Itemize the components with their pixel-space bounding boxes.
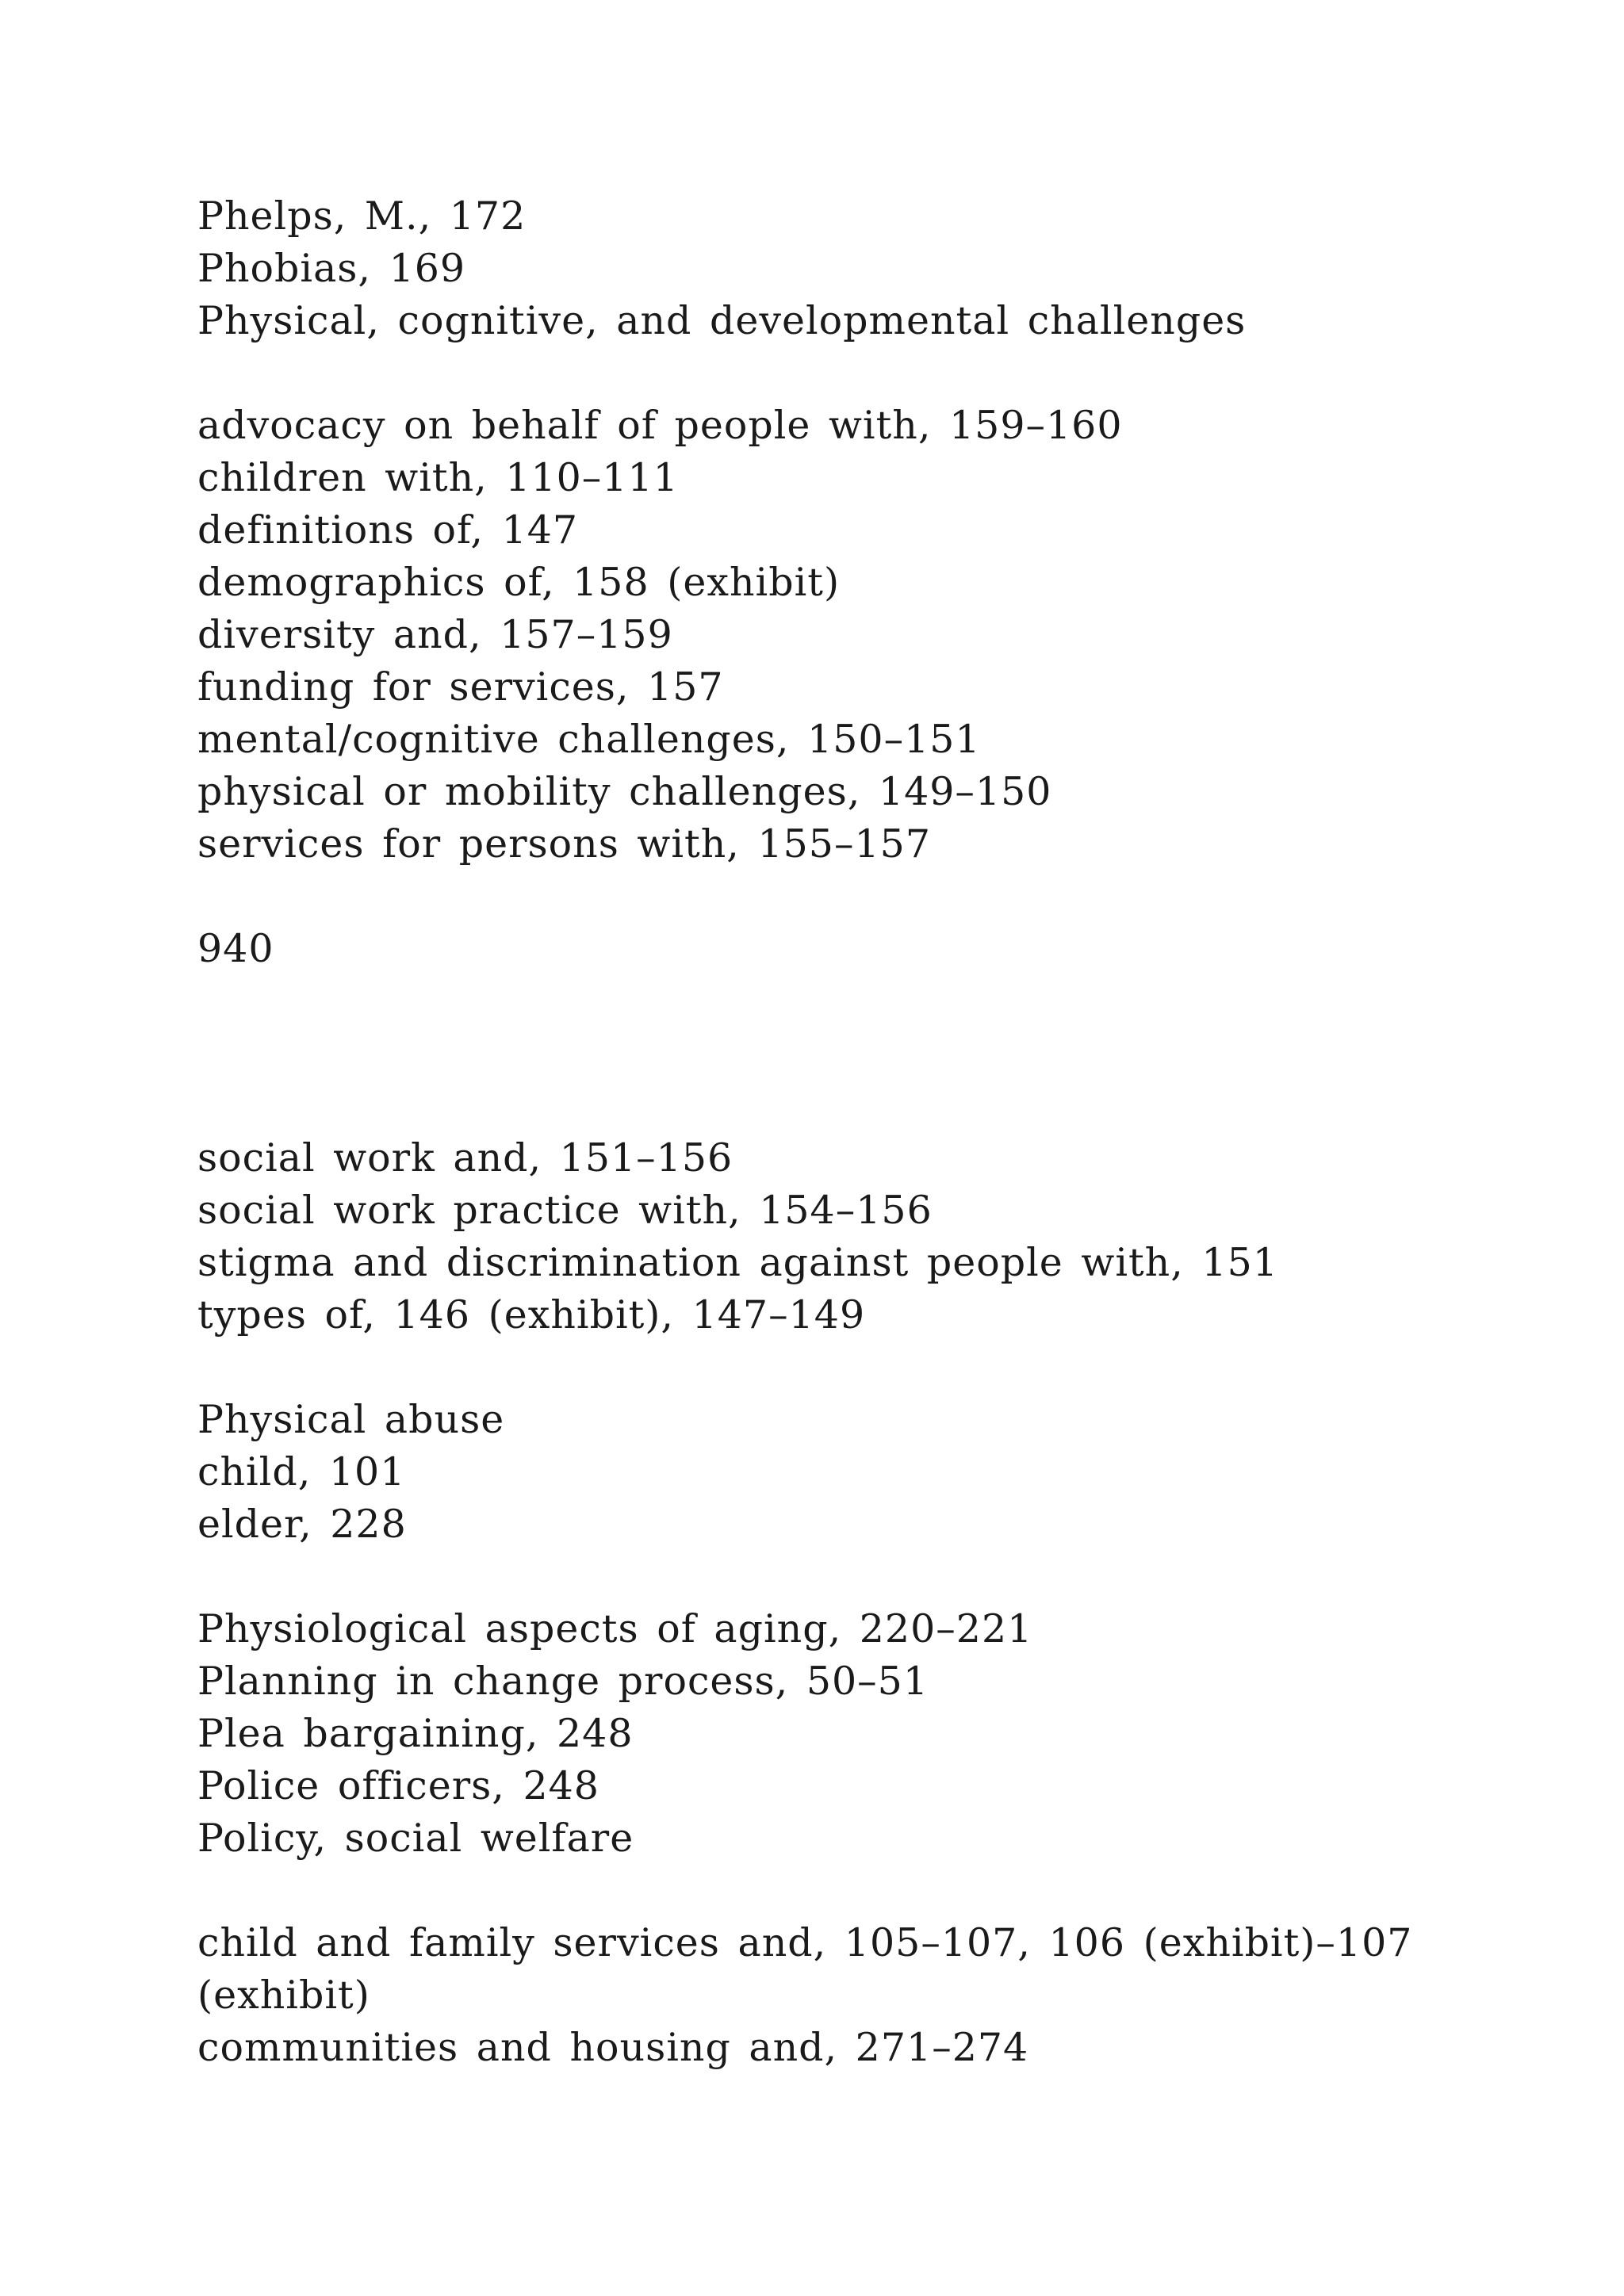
index-subentry: social work practice with, 154–156 <box>197 1188 933 1233</box>
index-entry: Physical, cognitive, and developmental challenges <box>197 298 1247 343</box>
index-subentry: stigma and discrimination against people with, 151 <box>197 1240 1278 1285</box>
index-subentry: children with, 110–111 <box>197 455 679 500</box>
index-subentry: services for persons with, 155–157 <box>197 821 931 867</box>
index-subentry: communities and housing and, 271–274 <box>197 2025 1029 2070</box>
index-text <box>197 190 1545 2074</box>
index-entry: Plea bargaining, 248 <box>197 1711 634 1756</box>
index-subentry: social work and, 151–156 <box>197 1135 733 1181</box>
index-subentry: child and family services and, 105–107, 106 (exhibit)–107 <box>197 1920 1413 1965</box>
index-subentry: demographics of, 158 (exhibit) <box>197 560 841 605</box>
page-number: 940 <box>197 926 274 971</box>
index-subentry: elder, 228 <box>197 1502 407 1547</box>
index-subentry: physical or mobility challenges, 149–150 <box>197 769 1052 814</box>
index-subentry: (exhibit) <box>197 1973 370 2018</box>
index-entry: Physiological aspects of aging, 220–221 <box>197 1606 1033 1651</box>
index-entry: Physical abuse <box>197 1397 505 1442</box>
index-entry: Policy, social welfare <box>197 1816 634 1861</box>
index-subentry: funding for services, 157 <box>197 664 724 710</box>
index-subentry: diversity and, 157–159 <box>197 612 673 657</box>
index-subentry: types of, 146 (exhibit), 147–149 <box>197 1292 866 1337</box>
index-subentry: child, 101 <box>197 1449 406 1494</box>
index-subentry: mental/cognitive challenges, 150–151 <box>197 717 981 762</box>
index-entry: Phelps, M., 172 <box>197 193 527 239</box>
index-subentry: advocacy on behalf of people with, 159–160 <box>197 403 1123 448</box>
index-entry: Phobias, 169 <box>197 246 466 291</box>
index-entry: Police officers, 248 <box>197 1763 599 1808</box>
index-subentry: definitions of, 147 <box>197 507 579 553</box>
index-entry: Planning in change process, 50–51 <box>197 1659 929 1704</box>
